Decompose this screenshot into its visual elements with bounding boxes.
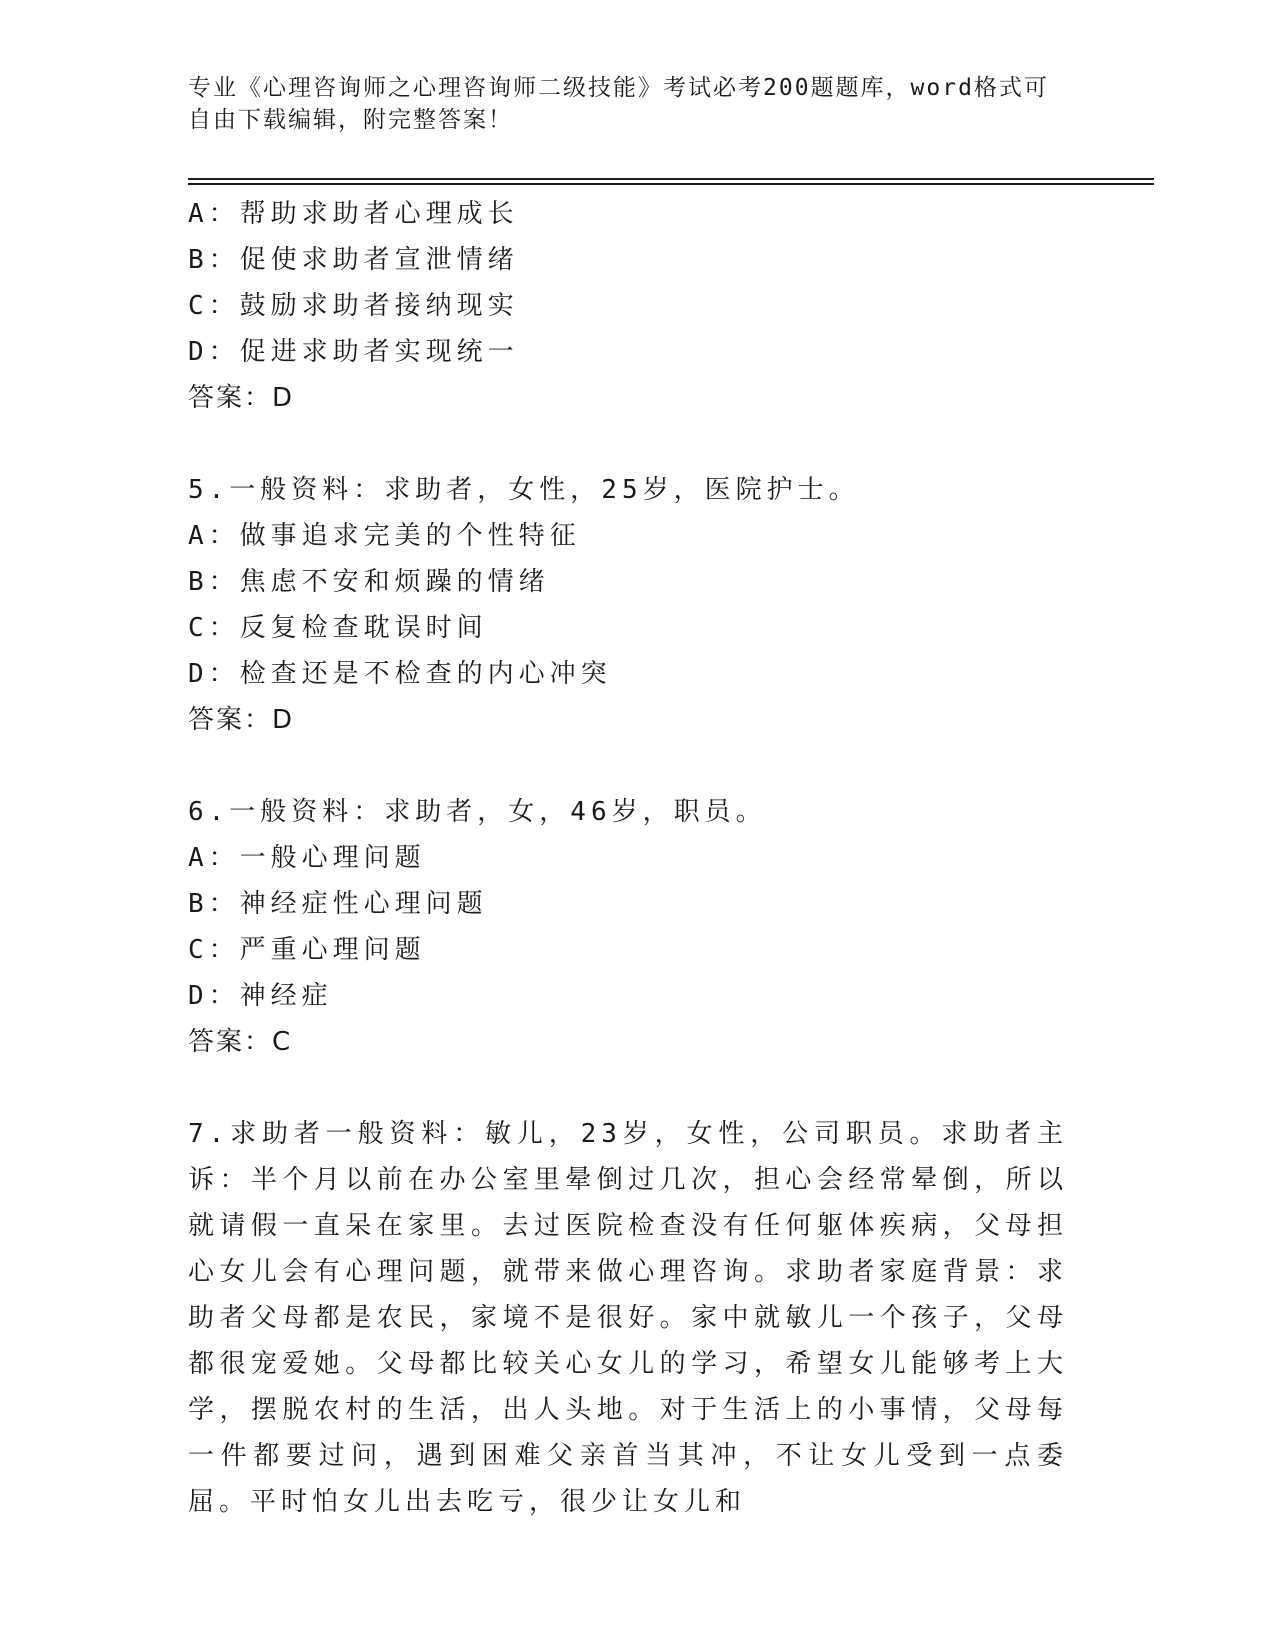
option-a: A：帮助求助者心理成长	[188, 199, 519, 229]
option-c: C：反复检查耽误时间	[188, 613, 488, 643]
answer: 答案：C	[188, 1027, 293, 1057]
question-4	[188, 191, 1068, 421]
option-d: D：神经症	[188, 981, 333, 1011]
answer: 答案：D	[188, 383, 295, 413]
question-content	[188, 191, 1068, 1525]
spacer	[188, 1065, 1068, 1111]
option-b: B：促使求助者宣泄情绪	[188, 245, 519, 275]
question-stem: 6.一般资料：求助者，女，46岁，职员。	[188, 797, 767, 827]
question-7	[188, 1111, 1068, 1525]
spacer	[188, 743, 1068, 789]
option-c: C：严重心理问题	[188, 935, 426, 965]
question-stem: 7.求助者一般资料：敏儿，23岁，女性，公司职员。求助者主诉：半个月以前在办公室里晕倒过几次，担心会经常晕倒，所以就请假一直呆在家里。去过医院检查没有任何躯体疾病，父母担心女儿会有心理问题，就带来做心理咨询。求助者家庭背景：求助者父母都是农民，家境不是很好。家中就敏儿一个孩子，父母都很宠爱她。父母都比较关心女儿的学习，希望女儿能够考上大学，摆脱农村的生活，出人头地。对于生活上的小事情，父母每一件都要过问，遇到困难父亲首当其冲，不让女儿受到一点委屈。平时怕女儿出去吃亏，很少让女儿和	[188, 1119, 1068, 1517]
option-a: A：一般心理问题	[188, 843, 426, 873]
header-divider-bottom	[188, 183, 1154, 185]
option-a: A：做事追求完美的个性特征	[188, 521, 581, 551]
question-5	[188, 467, 1068, 743]
option-c: C：鼓励求助者接纳现实	[188, 291, 519, 321]
spacer	[188, 421, 1068, 467]
option-b: B：焦虑不安和烦躁的情绪	[188, 567, 550, 597]
option-d: D：检查还是不检查的内心冲突	[188, 659, 612, 689]
option-b: B：神经症性心理问题	[188, 889, 488, 919]
answer: 答案：D	[188, 705, 295, 735]
question-6	[188, 789, 1068, 1065]
option-d: D：促进求助者实现统一	[188, 337, 519, 367]
header-divider-top	[188, 178, 1154, 180]
document-header: 专业《心理咨询师之心理咨询师二级技能》考试必考200题题库，word格式可自由下载编辑，附完整答案！	[188, 75, 1049, 133]
question-stem: 5.一般资料：求助者，女性，25岁，医院护士。	[188, 475, 860, 505]
